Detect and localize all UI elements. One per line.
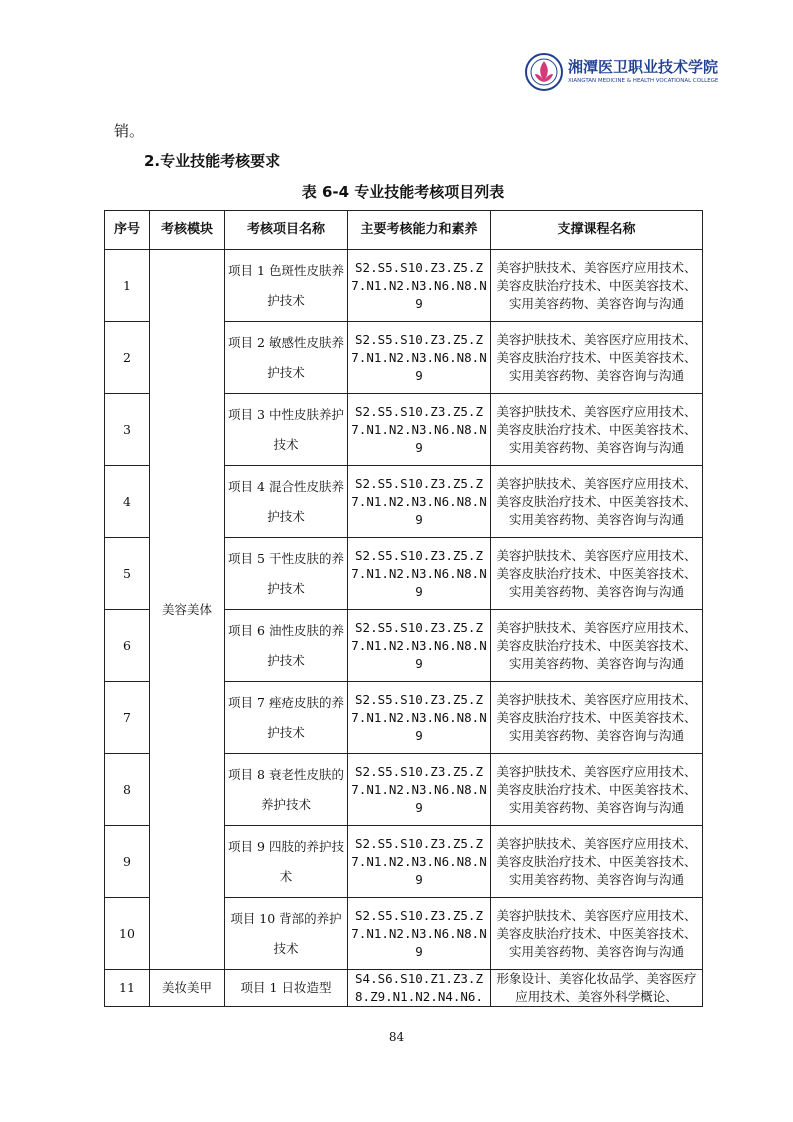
ability-codes: S2.S5.S10.Z3.Z5.Z7.N1.N2.N3.N6.N8.N9 xyxy=(348,250,491,322)
table-caption: 表 6-4 专业技能考核项目列表 xyxy=(301,183,505,201)
table-header-row xyxy=(105,211,703,250)
header-cell-item: 考核项目名称 xyxy=(225,211,348,250)
row-number: 5 xyxy=(105,538,150,610)
item-name: 项目 1 色斑性皮肤养护技术 xyxy=(225,250,348,322)
ability-codes: S2.S5.S10.Z3.Z5.Z7.N1.N2.N3.N6.N8.N9 xyxy=(348,898,491,970)
row-number: 4 xyxy=(105,466,150,538)
item-name: 项目 2 敏感性皮肤养护技术 xyxy=(225,322,348,394)
header-cell-courses: 支撑课程名称 xyxy=(491,211,703,250)
ability-codes: S4.S6.S10.Z1.Z3.Z8.Z9.N1.N2.N4.N6. xyxy=(348,970,491,1007)
module-cell: 美妆美甲 xyxy=(150,970,225,1007)
row-number: 2 xyxy=(105,322,150,394)
supporting-courses: 美容护肤技术、美容医疗应用技术、美容皮肤治疗技术、中医美容技术、实用美容药物、美容咨询与沟通 xyxy=(491,322,703,394)
college-emblem-icon xyxy=(524,52,564,92)
ability-codes: S2.S5.S10.Z3.Z5.Z7.N1.N2.N3.N6.N8.N9 xyxy=(348,682,491,754)
supporting-courses: 形象设计、美容化妆品学、美容医疗应用技术、美容外科学概论、 xyxy=(491,970,703,1007)
item-name: 项目 9 四肢的养护技术 xyxy=(225,826,348,898)
ability-codes: S2.S5.S10.Z3.Z5.Z7.N1.N2.N3.N6.N8.N9 xyxy=(348,394,491,466)
ability-codes: S2.S5.S10.Z3.Z5.Z7.N1.N2.N3.N6.N8.N9 xyxy=(348,754,491,826)
supporting-courses: 美容护肤技术、美容医疗应用技术、美容皮肤治疗技术、中医美容技术、实用美容药物、美容咨询与沟通 xyxy=(491,250,703,322)
item-name: 项目 4 混合性皮肤养护技术 xyxy=(225,466,348,538)
row-number: 1 xyxy=(105,250,150,322)
row-number: 11 xyxy=(105,970,150,1007)
supporting-courses: 美容护肤技术、美容医疗应用技术、美容皮肤治疗技术、中医美容技术、实用美容药物、美容咨询与沟通 xyxy=(491,754,703,826)
module-cell: 美容美体 xyxy=(150,250,225,970)
ability-codes: S2.S5.S10.Z3.Z5.Z7.N1.N2.N3.N6.N8.N9 xyxy=(348,322,491,394)
ability-codes: S2.S5.S10.Z3.Z5.Z7.N1.N2.N3.N6.N8.N9 xyxy=(348,826,491,898)
supporting-courses: 美容护肤技术、美容医疗应用技术、美容皮肤治疗技术、中医美容技术、实用美容药物、美容咨询与沟通 xyxy=(491,826,703,898)
item-name: 项目 1 日妆造型 xyxy=(225,970,348,1007)
item-name: 项目 7 痤疮皮肤的养护技术 xyxy=(225,682,348,754)
supporting-courses: 美容护肤技术、美容医疗应用技术、美容皮肤治疗技术、中医美容技术、实用美容药物、美容咨询与沟通 xyxy=(491,466,703,538)
ability-codes: S2.S5.S10.Z3.Z5.Z7.N1.N2.N3.N6.N8.N9 xyxy=(348,466,491,538)
header-cell-no: 序号 xyxy=(105,211,150,250)
header-cell-module: 考核模块 xyxy=(150,211,225,250)
row-number: 8 xyxy=(105,754,150,826)
row-number: 3 xyxy=(105,394,150,466)
row-number: 6 xyxy=(105,610,150,682)
college-logo xyxy=(524,50,719,96)
table-row xyxy=(105,970,703,1007)
item-name: 项目 8 衰老性皮肤的养护技术 xyxy=(225,754,348,826)
supporting-courses: 美容护肤技术、美容医疗应用技术、美容皮肤治疗技术、中医美容技术、实用美容药物、美容咨询与沟通 xyxy=(491,610,703,682)
carried-over-text: 销。 xyxy=(114,122,145,140)
section-title: 2.专业技能考核要求 xyxy=(144,152,281,170)
college-name: 湘潭医卫职业技术学院 xyxy=(568,58,719,76)
supporting-courses: 美容护肤技术、美容医疗应用技术、美容皮肤治疗技术、中医美容技术、实用美容药物、美容咨询与沟通 xyxy=(491,898,703,970)
item-name: 项目 6 油性皮肤的养护技术 xyxy=(225,610,348,682)
ability-codes: S2.S5.S10.Z3.Z5.Z7.N1.N2.N3.N6.N8.N9 xyxy=(348,538,491,610)
row-number: 9 xyxy=(105,826,150,898)
supporting-courses: 美容护肤技术、美容医疗应用技术、美容皮肤治疗技术、中医美容技术、实用美容药物、美容咨询与沟通 xyxy=(491,538,703,610)
item-name: 项目 5 干性皮肤的养护技术 xyxy=(225,538,348,610)
row-number: 10 xyxy=(105,898,150,970)
item-name: 项目 10 背部的养护技术 xyxy=(225,898,348,970)
supporting-courses: 美容护肤技术、美容医疗应用技术、美容皮肤治疗技术、中医美容技术、实用美容药物、美容咨询与沟通 xyxy=(491,394,703,466)
supporting-courses: 美容护肤技术、美容医疗应用技术、美容皮肤治疗技术、中医美容技术、实用美容药物、美容咨询与沟通 xyxy=(491,682,703,754)
row-number: 7 xyxy=(105,682,150,754)
college-name-english: XIANGTAN MEDICINE & HEALTH VOCATIONAL COLLEGE xyxy=(568,78,719,84)
ability-codes: S2.S5.S10.Z3.Z5.Z7.N1.N2.N3.N6.N8.N9 xyxy=(348,610,491,682)
skills-assessment-table xyxy=(104,210,703,1007)
page-number: 84 xyxy=(388,1030,405,1044)
item-name: 项目 3 中性皮肤养护技术 xyxy=(225,394,348,466)
table-row xyxy=(105,250,703,322)
header-cell-abilities: 主要考核能力和素养 xyxy=(348,211,491,250)
